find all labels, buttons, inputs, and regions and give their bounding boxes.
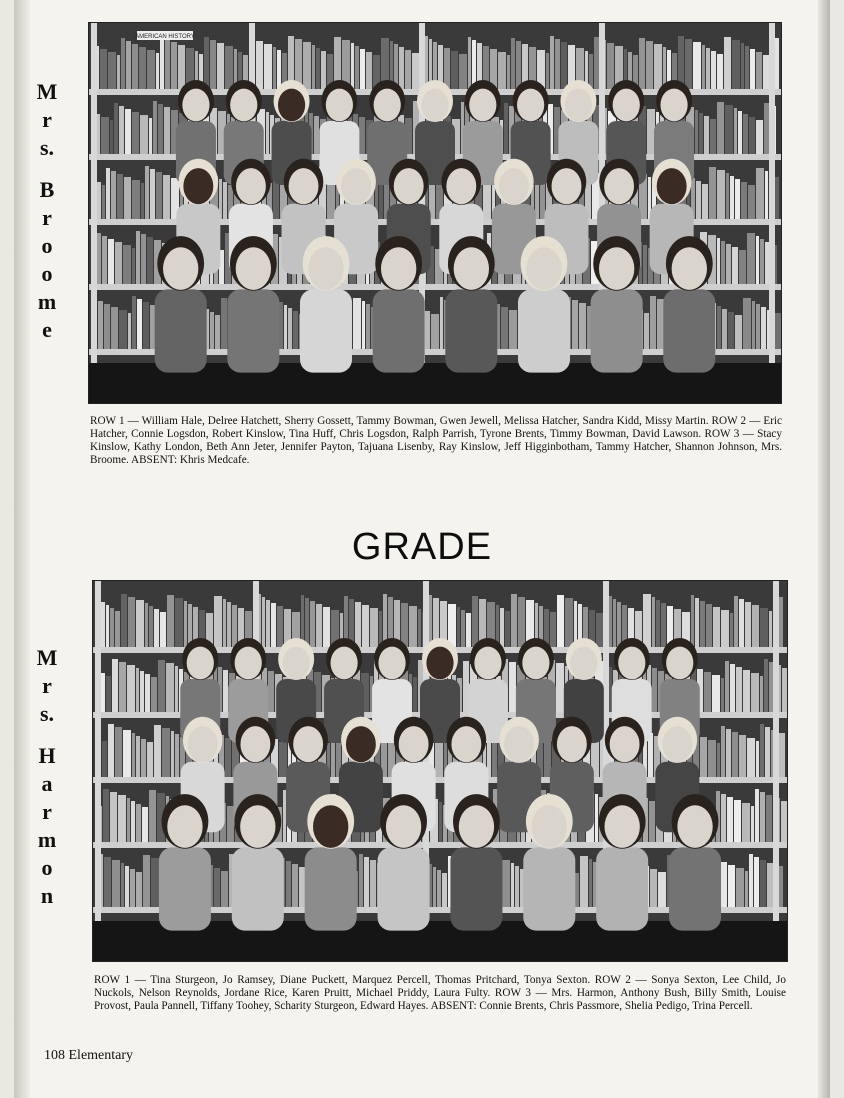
teacher-name-letter: o	[41, 855, 53, 880]
teacher-name-letter: a	[41, 771, 53, 796]
teacher-name-letter: r	[42, 107, 52, 132]
teacher-name-letter: e	[42, 317, 52, 342]
teacher-name-letter: M	[36, 645, 58, 670]
class-photo-broome	[88, 22, 782, 404]
teacher-name-letter: B	[39, 177, 55, 202]
teacher-name-harmon	[32, 644, 62, 910]
caption-harmon: ROW 1 — Tina Sturgeon, Jo Ramsey, Diane Puckett, Marquez Percell, Thomas Pritchard, Tonya Sexton. ROW 2 — Sonya Sexton, Lee Child, Jo Nuckols, Nelson Reynolds, Jordane Rice, Karen Pruitt, Michael Priddy, Laura Fulty. ROW 3 — Mrs. Harmon, Anthony Bush, Billy Smith, Louise Provost, Paula Pannell, Tiffany Toohey, Scharity Sturgeon, Edward Hayes. ABSENT: Connie Brents, Chris Passmore, Shelia Pedigo, Trina Percell.	[94, 974, 786, 1012]
teacher-name-letter: m	[37, 289, 57, 314]
teacher-name-letter: s.	[39, 701, 55, 726]
teacher-name-letter: o	[41, 233, 53, 258]
teacher-name-letter: s.	[39, 135, 55, 160]
class-photo-harmon	[92, 580, 788, 962]
teacher-name-letter: r	[42, 673, 52, 698]
page-folio: 108 Elementary	[44, 1048, 134, 1063]
teacher-name-letter: M	[36, 79, 58, 104]
shelf-sign: AMERICAN HISTORY	[135, 34, 195, 40]
teacher-name-letter: m	[37, 827, 57, 852]
teacher-name-letter: r	[42, 799, 52, 824]
teacher-name-letter: H	[38, 743, 56, 768]
caption-broome: ROW 1 — William Hale, Delree Hatchett, Sherry Gossett, Tammy Bowman, Gwen Jewell, Melissa Hatcher, Sandra Kidd, Missy Martin. ROW 2 — Eric Hatcher, Connie Logsdon, Robert Kinslow, Tina Huff, Chris Logsdon, Ralph Parrish, Tyrone Brents, Timmy Bowman, David Lawson. ROW 3 — Stacy Kinslow, Kathy London, Beth Ann Jeter, Jennifer Payton, Tajuana Lisenby, Ray Kinslow, Jeff Higginbotham, Tammy Hatcher, Shannon Johnson, Mrs. Broome. ABSENT: Khris Medcafe.	[90, 415, 782, 466]
teacher-name-letter: n	[40, 883, 54, 908]
page-heading: GRADE	[351, 526, 493, 568]
teacher-name-broome	[32, 78, 62, 344]
teacher-name-letter: o	[41, 261, 53, 286]
teacher-name-letter: r	[42, 205, 52, 230]
